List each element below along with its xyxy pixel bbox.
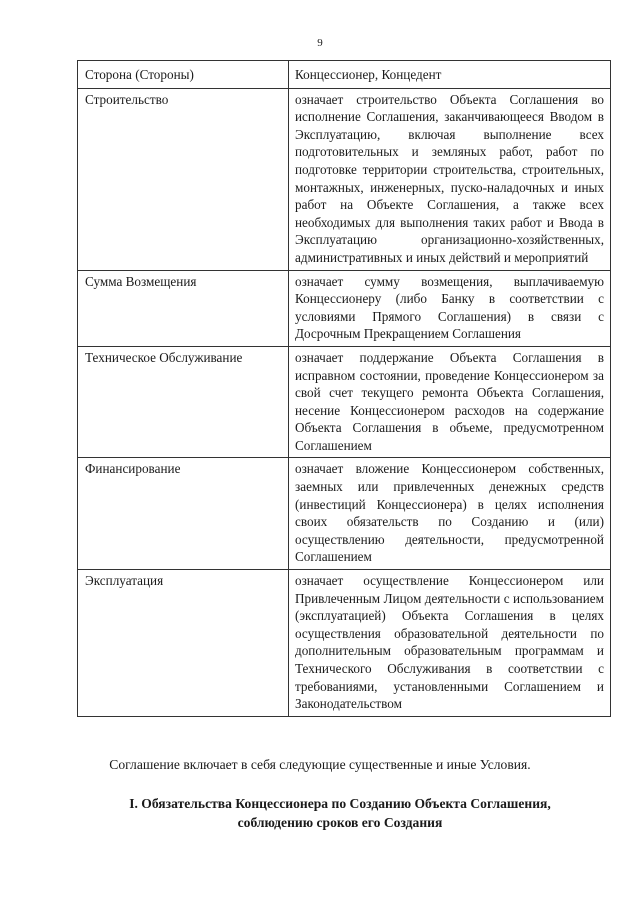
- closing-paragraph: Соглашение включает в себя следующие существенные и иные Условия.: [109, 757, 531, 772]
- term-cell: Сторона (Стороны): [78, 61, 289, 89]
- table-row: [78, 61, 611, 89]
- table-row: [78, 346, 611, 458]
- term-cell: Строительство: [78, 88, 289, 270]
- meaning-cell: означает вложение Концессионером собственных, заемных или привлеченных денежных средств (инвестиций Концессионера) в целях исполнения своих обязательств по Созданию и (или) осуществлению деятельности, предусмотренной Соглашением: [289, 458, 611, 570]
- table-row: [78, 88, 611, 270]
- definitions-table: [77, 60, 611, 717]
- section-heading: [90, 794, 590, 832]
- meaning-cell: Концессионер, Концедент: [289, 61, 611, 89]
- meaning-cell: означает поддержание Объекта Соглашения в исправном состоянии, проведение Концессионером за свой счет текущего ремонта Объекта Соглашения, несение Концессионером расходов на содержание Объекта Соглашения в объеме, предусмотренном Соглашением: [289, 346, 611, 458]
- term-cell: Техническое Обслуживание: [78, 346, 289, 458]
- table-row: [78, 570, 611, 717]
- meaning-cell: означает осуществление Концессионером или Привлеченным Лицом деятельности с использованием (эксплуатацией) Объекта Соглашения в целях осуществления образовательной деятельности по дополнительным образовательным программам и Технического Обслуживания в соответствии с требованиями, установленными Соглашением и Законодательством: [289, 570, 611, 717]
- table-row: [78, 458, 611, 570]
- page-number: 9: [317, 37, 323, 49]
- term-cell: Сумма Возмещения: [78, 270, 289, 346]
- term-cell: Финансирование: [78, 458, 289, 570]
- table-row: [78, 270, 611, 346]
- meaning-cell: означает строительство Объекта Соглашения во исполнение Соглашения, заканчивающееся Вводом в Эксплуатацию, включая выполнение всех подготовительных и земляных работ, работ по подготовке территории строительства, строительных, монтажных, инженерных, пуско-наладочных и иных работ на Объекте Соглашения, а также всех необходимых для выполнения таких работ и Ввода в Эксплуатацию организационно-хозяйственных, административных и иных действий и мероприятий: [289, 88, 611, 270]
- term-cell: Эксплуатация: [78, 570, 289, 717]
- section-heading-line-2: соблюдению сроков его Создания: [237, 815, 443, 830]
- meaning-cell: означает сумму возмещения, выплачиваемую Концессионеру (либо Банку в соответствии с условиями Прямого Соглашения) в связи с Досрочным Прекращением Соглашения: [289, 270, 611, 346]
- section-heading-line-1: I. Обязательства Концессионера по Созданию Объекта Соглашения,: [129, 796, 551, 811]
